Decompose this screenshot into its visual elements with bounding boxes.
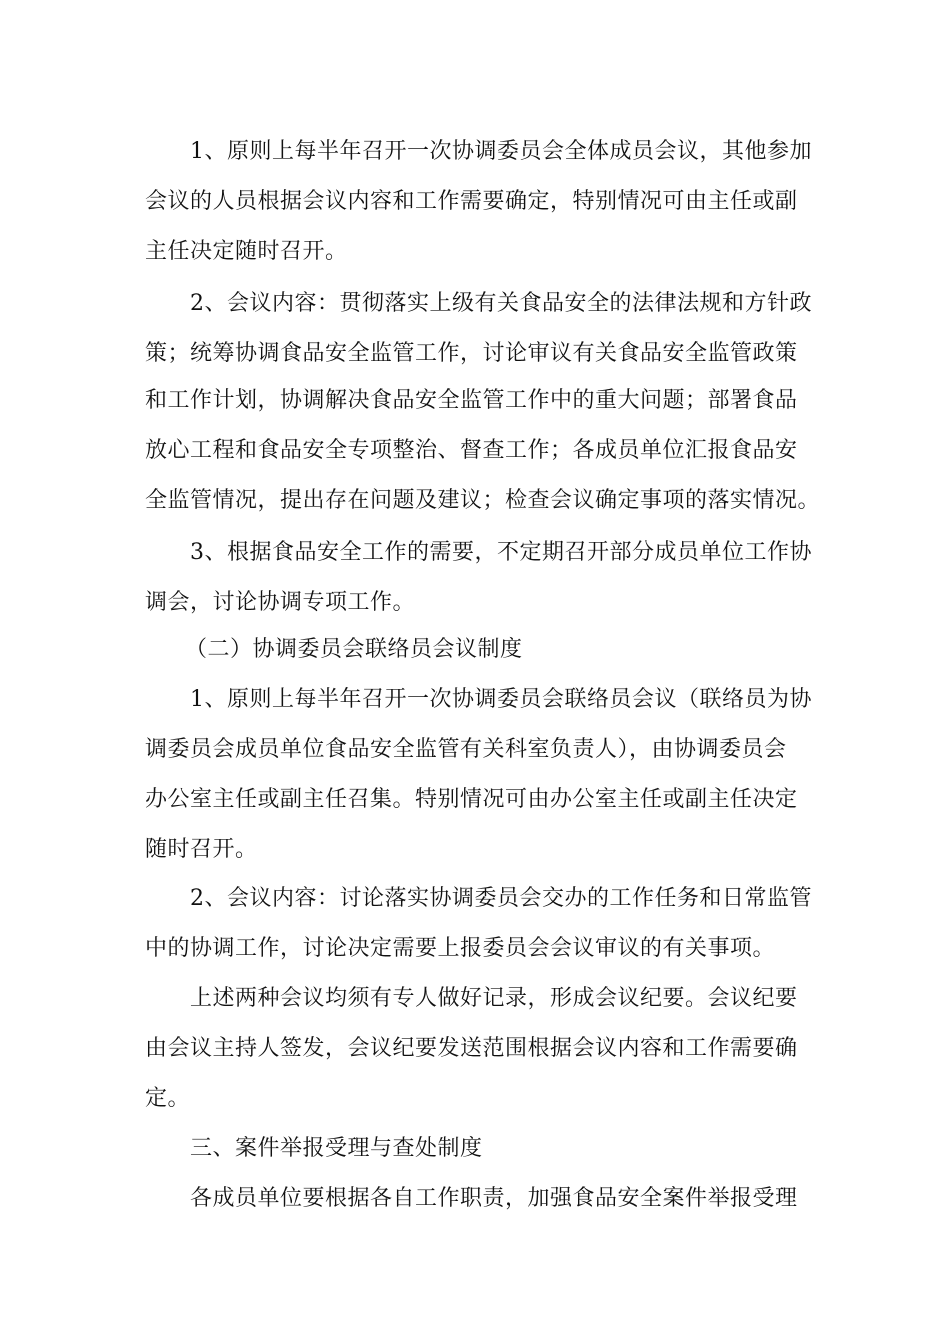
section-heading: （二）协调委员会联络员会议制度	[185, 637, 523, 662]
text-line: 2、会议内容：讨论落实协调委员会交办的工作任务和日常监管	[190, 886, 812, 911]
text-line: 由会议主持人签发，会议纪要发送范围根据会议内容和工作需要确	[145, 1036, 798, 1061]
section-heading: 三、案件举报受理与查处制度	[190, 1136, 483, 1161]
text-line: 调会，讨论协调专项工作。	[145, 590, 416, 615]
text-line: 办公室主任或副主任召集。特别情况可由办公室主任或副主任决定	[145, 787, 798, 812]
text-line: 1、原则上每半年召开一次协调委员会联络员会议（联络员为协	[190, 687, 812, 712]
text-line: 调委员会成员单位食品安全监管有关科室负责人），由协调委员会	[145, 737, 787, 762]
text-line: 放心工程和食品安全专项整治、督查工作；各成员单位汇报食品安	[145, 438, 798, 463]
text-line: 策；统筹协调食品安全监管工作，讨论审议有关食品安全监管政策	[145, 341, 798, 366]
text-line: 和工作计划，协调解决食品安全监管工作中的重大问题；部署食品	[145, 388, 798, 413]
text-line: 全监管情况，提出存在问题及建议；检查会议确定事项的落实情况。	[145, 488, 821, 513]
text-line: 主任决定随时召开。	[145, 239, 348, 264]
text-line: 3、根据食品安全工作的需要，不定期召开部分成员单位工作协	[190, 540, 812, 565]
text-line: 1、原则上每半年召开一次协调委员会全体成员会议，其他参加	[190, 139, 812, 164]
text-line: 各成员单位要根据各自工作职责，加强食品安全案件举报受理	[190, 1186, 798, 1211]
text-line: 随时召开。	[145, 837, 258, 862]
text-line: 上述两种会议均须有专人做好记录，形成会议纪要。会议纪要	[190, 986, 798, 1011]
text-line: 定。	[145, 1086, 191, 1111]
text-line: 会议的人员根据会议内容和工作需要确定，特别情况可由主任或副	[145, 189, 798, 214]
text-line: 中的协调工作，讨论决定需要上报委员会会议审议的有关事项。	[145, 936, 776, 961]
text-line: 2、会议内容：贯彻落实上级有关食品安全的法律法规和方针政	[190, 291, 812, 316]
